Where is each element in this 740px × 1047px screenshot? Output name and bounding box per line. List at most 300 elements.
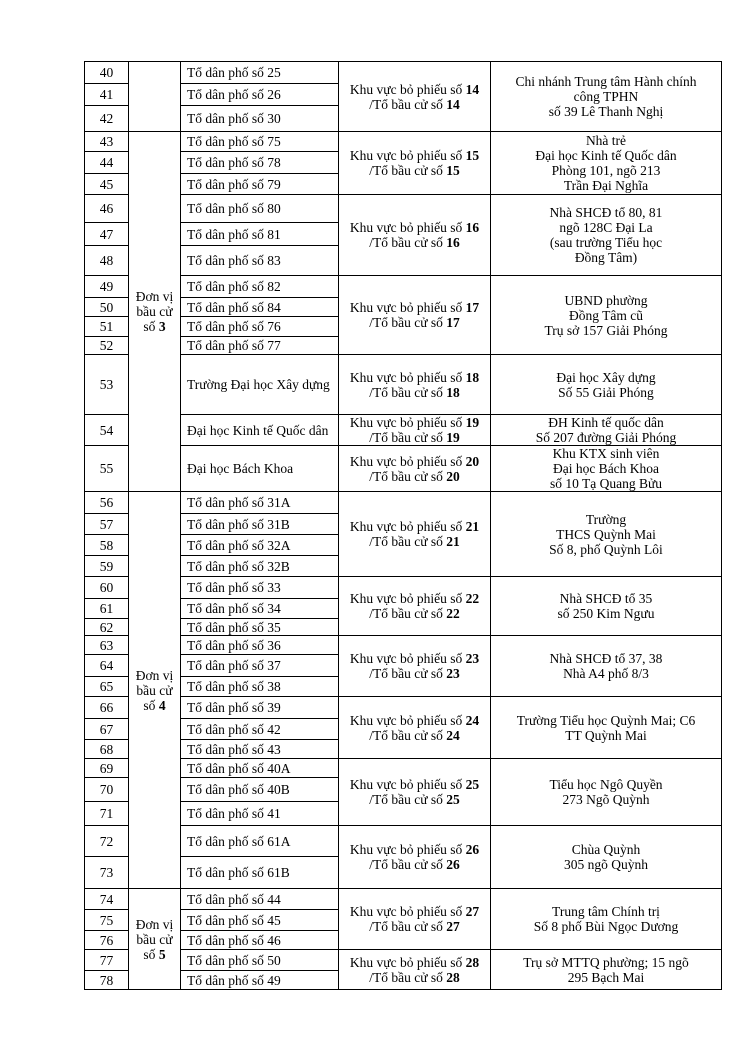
- polling-area-cell: [339, 697, 491, 759]
- election-team-number: 15: [446, 163, 460, 178]
- polling-location-line: Nhà A4 phố 8/3: [563, 666, 649, 681]
- election-team-number: 16: [446, 235, 460, 250]
- row-number: [85, 619, 129, 636]
- row-number: [85, 889, 129, 910]
- polling-location-line: Phòng 101, ngõ 213: [551, 163, 661, 178]
- election-team-number: 14: [446, 96, 460, 112]
- polling-location-line: 305 ngõ Quỳnh: [564, 857, 648, 872]
- residential-group-text: Tổ dân phố số 80: [187, 201, 281, 216]
- row-number: [85, 677, 129, 697]
- election-team-label: /Tổ bầu cử số: [369, 235, 443, 250]
- unit-number: 5: [158, 946, 166, 962]
- row-number: [85, 195, 129, 223]
- table-row: [85, 492, 722, 514]
- residential-group: [181, 950, 339, 971]
- residential-group-text: Tổ dân phố số 30: [187, 111, 281, 126]
- row-number: [85, 740, 129, 759]
- table-row: [85, 577, 722, 599]
- residential-group: [181, 857, 339, 889]
- residential-group-text: Tổ dân phố số 40B: [187, 782, 290, 797]
- row-number-text: 44: [99, 155, 114, 170]
- polling-location-line: Tiểu học Ngô Quyền: [549, 777, 663, 792]
- row-number: [85, 276, 129, 298]
- polling-area-number: 19: [465, 415, 480, 430]
- polling-area-cell: [339, 759, 491, 826]
- residential-group: [181, 971, 339, 990]
- row-number: [85, 62, 129, 84]
- polling-location-line: Số 8, phố Quỳnh Lôi: [549, 541, 663, 557]
- row-number: [85, 152, 129, 174]
- residential-group-text: Tổ dân phố số 83: [187, 253, 281, 268]
- row-number: [85, 223, 129, 246]
- election-team-label: /Tổ bầu cử số: [369, 315, 443, 330]
- polling-location-line: Nhà SHCĐ tổ 80, 81: [549, 205, 663, 220]
- election-team-number: 22: [446, 606, 460, 621]
- polling-location-line: TT Quỳnh Mai: [565, 727, 647, 743]
- polling-area-label: Khu vực bỏ phiếu số: [349, 712, 463, 728]
- polling-area-cell: [339, 355, 491, 415]
- polling-area-number: 14: [465, 81, 480, 97]
- row-number-text: 68: [99, 741, 114, 757]
- polling-area-label: Khu vực bỏ phiếu số: [349, 300, 463, 315]
- row-number: [85, 802, 129, 826]
- unit-label: Đơn vị: [135, 916, 174, 932]
- election-team-number: 27: [446, 919, 460, 934]
- row-number-text: 46: [99, 201, 114, 216]
- row-number-text: 69: [99, 760, 114, 776]
- polling-area-number: 16: [465, 220, 480, 235]
- election-team-label: /Tổ bầu cử số: [369, 430, 443, 445]
- unit-number: 3: [158, 319, 166, 334]
- polling-location-line: Nhà SHCĐ tổ 35: [559, 591, 653, 606]
- table-row: [85, 826, 722, 857]
- polling-area-cell: [339, 415, 491, 446]
- residential-group: [181, 276, 339, 298]
- residential-group: [181, 446, 339, 492]
- row-number-text: 47: [99, 226, 114, 242]
- residential-group: [181, 889, 339, 910]
- table-row: [85, 889, 722, 910]
- polling-location-line: ngõ 128C Đại La: [559, 220, 653, 235]
- row-number-text: 62: [99, 619, 114, 635]
- row-number-text: 71: [99, 806, 114, 821]
- residential-group: [181, 195, 339, 223]
- row-number: [85, 535, 129, 556]
- election-team-label: /Tổ bầu cử số: [369, 969, 443, 985]
- polling-location-cell: [491, 446, 722, 492]
- row-number-text: 66: [99, 700, 114, 715]
- residential-group-text: Tổ dân phố số 81: [187, 226, 281, 242]
- polling-location-cell: [491, 415, 722, 446]
- row-number-text: 58: [99, 537, 114, 553]
- polling-location-cell: [491, 759, 722, 826]
- table-row: [85, 636, 722, 655]
- polling-area-number: 20: [465, 453, 480, 469]
- polling-location-line: Đồng Tâm cũ: [569, 307, 643, 323]
- residential-group: [181, 619, 339, 636]
- unit-label: bầu cử: [136, 931, 173, 947]
- electoral-unit-cell: [129, 492, 181, 889]
- row-number: [85, 492, 129, 514]
- residential-group: [181, 62, 339, 84]
- polling-location-cell: [491, 950, 722, 990]
- row-number-text: 75: [99, 912, 114, 928]
- unit-label: bầu cử: [136, 682, 173, 698]
- polling-location-line: Trụ sở MTTQ phường; 15 ngõ: [523, 954, 689, 970]
- row-number: [85, 910, 129, 931]
- polling-area-cell: [339, 492, 491, 577]
- residential-group: [181, 355, 339, 415]
- row-number: [85, 759, 129, 778]
- polling-location-cell: [491, 636, 722, 697]
- unit-number: 4: [158, 697, 166, 713]
- row-number: [85, 514, 129, 535]
- residential-group: [181, 636, 339, 655]
- polling-location-line: số 39 Lê Thanh Nghị: [548, 104, 664, 119]
- residential-group-text: Trường Đại học Xây dựng: [187, 377, 330, 392]
- polling-location-cell: [491, 276, 722, 355]
- polling-location-cell: [491, 132, 722, 195]
- polling-area-number: 24: [465, 712, 480, 728]
- polling-location-line: Đại học Xây dựng: [556, 369, 656, 385]
- row-number: [85, 246, 129, 276]
- polling-area-number: 28: [465, 954, 480, 970]
- residential-group-text: Tổ dân phố số 39: [187, 700, 281, 715]
- row-number-text: 48: [99, 253, 114, 268]
- polling-location-line: 273 Ngõ Quỳnh: [562, 792, 650, 807]
- polling-location-cell: [491, 492, 722, 577]
- row-number-text: 52: [99, 338, 114, 353]
- residential-group-text: Tổ dân phố số 25: [187, 65, 281, 80]
- residential-group: [181, 337, 339, 355]
- polling-area-number: 26: [465, 842, 480, 857]
- polling-area-number: 22: [465, 591, 480, 606]
- residential-group-text: Tổ dân phố số 35: [187, 619, 281, 635]
- row-number-text: 56: [99, 495, 114, 510]
- row-number-text: 57: [99, 516, 114, 532]
- residential-group-text: Đại học Bách Khoa: [187, 461, 294, 476]
- row-number-text: 54: [99, 422, 114, 438]
- election-team-label: /Tổ bầu cử số: [369, 163, 443, 178]
- election-team-number: 28: [446, 969, 460, 985]
- unit-label: số: [143, 319, 156, 334]
- polling-location-line: Đại học Kinh tế Quốc dân: [535, 148, 677, 163]
- row-number-text: 76: [99, 932, 114, 948]
- table-row: [85, 355, 722, 415]
- residential-group: [181, 317, 339, 337]
- residential-group-text: Tổ dân phố số 42: [187, 721, 281, 737]
- polling-location-cell: [491, 195, 722, 276]
- residential-group-text: Tổ dân phố số 50: [187, 952, 281, 968]
- row-number-text: 77: [99, 952, 114, 968]
- row-number: [85, 778, 129, 802]
- row-number-text: 63: [99, 637, 114, 653]
- residential-group: [181, 246, 339, 276]
- residential-group-text: Tổ dân phố số 77: [187, 338, 281, 353]
- unit-label: số: [143, 697, 156, 713]
- polling-location-line: Nhà SHCĐ tổ 37, 38: [549, 651, 663, 666]
- row-number: [85, 132, 129, 152]
- polling-location-line: Trần Đại Nghĩa: [563, 178, 649, 193]
- polling-location-line: ĐH Kinh tế quốc dân: [548, 415, 664, 430]
- electoral-unit-cell: [129, 132, 181, 492]
- residential-group: [181, 719, 339, 740]
- election-team-label: /Tổ bầu cử số: [369, 666, 443, 681]
- residential-group: [181, 826, 339, 857]
- row-number-text: 65: [99, 679, 114, 694]
- residential-group: [181, 577, 339, 599]
- row-number: [85, 636, 129, 655]
- row-number-text: 70: [99, 782, 114, 797]
- polling-location-line: Trường: [585, 511, 627, 527]
- row-number-text: 78: [99, 972, 114, 988]
- polling-area-cell: [339, 577, 491, 636]
- row-number-text: 73: [99, 865, 114, 880]
- row-number-text: 49: [99, 279, 114, 294]
- row-number: [85, 317, 129, 337]
- polling-area-number: 25: [465, 777, 480, 792]
- row-number: [85, 697, 129, 719]
- polling-area-label: Khu vực bỏ phiếu số: [349, 651, 463, 666]
- row-number: [85, 84, 129, 106]
- polling-location-line: công TPHN: [573, 89, 639, 104]
- polling-location-cell: [491, 62, 722, 132]
- residential-group: [181, 514, 339, 535]
- table-row: [85, 950, 722, 971]
- row-number-text: 43: [99, 134, 114, 149]
- residential-group: [181, 740, 339, 759]
- election-team-label: /Tổ bầu cử số: [369, 96, 443, 112]
- table-row: [85, 195, 722, 223]
- table-row: [85, 276, 722, 298]
- table-row: [85, 697, 722, 719]
- residential-group-text: Tổ dân phố số 32B: [187, 558, 290, 574]
- row-number-text: 72: [99, 833, 114, 849]
- polling-location-cell: [491, 889, 722, 950]
- residential-group: [181, 556, 339, 577]
- polling-area-label: Khu vực bỏ phiếu số: [349, 81, 463, 97]
- polling-location-line: Đồng Tâm): [574, 250, 638, 265]
- polling-area-cell: [339, 62, 491, 132]
- polling-area-label: Khu vực bỏ phiếu số: [349, 591, 463, 606]
- polling-location-cell: [491, 355, 722, 415]
- residential-group: [181, 655, 339, 677]
- polling-location-line: số 250 Kim Ngưu: [557, 606, 655, 621]
- residential-group: [181, 677, 339, 697]
- election-team-label: /Tổ bầu cử số: [369, 384, 443, 400]
- polling-area-cell: [339, 446, 491, 492]
- polling-location-line: Trường Tiểu học Quỳnh Mai; C6: [516, 712, 696, 728]
- residential-group-text: Tổ dân phố số 31A: [187, 495, 291, 510]
- polling-location-line: Nhà trẻ: [585, 133, 627, 148]
- polling-area-label: Khu vực bỏ phiếu số: [349, 777, 463, 792]
- polling-area-number: 27: [465, 904, 480, 919]
- polling-area-label: Khu vực bỏ phiếu số: [349, 148, 463, 163]
- table-row: [85, 415, 722, 446]
- residential-group-text: Tổ dân phố số 31B: [187, 516, 290, 532]
- residential-group: [181, 535, 339, 556]
- row-number-text: 64: [99, 658, 114, 673]
- polling-area-number: 23: [465, 651, 480, 666]
- polling-area-cell: [339, 826, 491, 889]
- row-number: [85, 599, 129, 619]
- residential-group-text: Tổ dân phố số 41: [187, 806, 281, 821]
- residential-group: [181, 223, 339, 246]
- residential-group-text: Tổ dân phố số 43: [187, 741, 281, 757]
- row-number-text: 67: [99, 721, 114, 737]
- residential-group-text: Tổ dân phố số 79: [187, 176, 281, 192]
- residential-group: [181, 106, 339, 132]
- table-row: [85, 132, 722, 152]
- polling-area-cell: [339, 276, 491, 355]
- polling-area-cell: [339, 950, 491, 990]
- residential-group: [181, 759, 339, 778]
- row-number: [85, 971, 129, 990]
- table-row: [85, 759, 722, 778]
- polling-location-line: Số 8 phố Bùi Ngọc Dương: [533, 919, 679, 934]
- residential-group: [181, 174, 339, 195]
- row-number-text: 60: [99, 580, 114, 595]
- row-number: [85, 298, 129, 317]
- polling-location-line: Số 207 đường Giải Phóng: [535, 430, 677, 445]
- polling-area-label: Khu vực bỏ phiếu số: [349, 519, 463, 534]
- row-number-text: 53: [99, 377, 114, 392]
- unit-label: Đơn vị: [135, 289, 174, 304]
- residential-group-text: Tổ dân phố số 76: [187, 319, 281, 334]
- row-number-text: 41: [99, 87, 114, 102]
- polling-location-line: Số 55 Giải Phóng: [558, 384, 654, 400]
- row-number: [85, 556, 129, 577]
- residential-group: [181, 84, 339, 106]
- residential-group: [181, 910, 339, 931]
- polling-location-line: Khu KTX sinh viên: [552, 446, 660, 461]
- polling-area-label: Khu vực bỏ phiếu số: [349, 954, 463, 970]
- polling-area-cell: [339, 636, 491, 697]
- residential-group: [181, 492, 339, 514]
- polling-location-line: Đại học Bách Khoa: [552, 461, 660, 476]
- election-team-label: /Tổ bầu cử số: [369, 468, 443, 484]
- residential-group: [181, 152, 339, 174]
- election-team-label: /Tổ bầu cử số: [369, 727, 443, 743]
- polling-location-line: UBND phường: [564, 292, 648, 308]
- table-row: [85, 62, 722, 84]
- row-number-text: 42: [99, 111, 114, 126]
- polling-location-line: Chi nhánh Trung tâm Hành chính: [515, 74, 697, 89]
- row-number: [85, 337, 129, 355]
- election-team-label: /Tổ bầu cử số: [369, 534, 443, 549]
- unit-label: bầu cử: [136, 304, 173, 319]
- residential-group: [181, 415, 339, 446]
- election-team-number: 21: [446, 534, 460, 549]
- residential-group-text: Tổ dân phố số 40A: [187, 760, 291, 776]
- election-team-label: /Tổ bầu cử số: [369, 792, 443, 807]
- election-team-label: /Tổ bầu cử số: [369, 606, 443, 621]
- residential-group-text: Tổ dân phố số 36: [187, 637, 281, 653]
- polling-area-label: Khu vực bỏ phiếu số: [349, 842, 463, 857]
- row-number: [85, 950, 129, 971]
- row-number: [85, 931, 129, 950]
- unit-label: Đơn vị: [135, 667, 174, 683]
- row-number: [85, 446, 129, 492]
- polling-area-cell: [339, 889, 491, 950]
- row-number: [85, 857, 129, 889]
- row-number-text: 74: [99, 891, 114, 907]
- polling-area-number: 15: [465, 148, 480, 163]
- row-number: [85, 355, 129, 415]
- residential-group-text: Tổ dân phố số 37: [187, 658, 281, 673]
- residential-group-text: Tổ dân phố số 38: [187, 679, 281, 694]
- residential-group: [181, 697, 339, 719]
- row-number-text: 51: [99, 319, 114, 334]
- election-team-number: 19: [446, 430, 460, 445]
- residential-group: [181, 298, 339, 317]
- election-team-number: 20: [446, 468, 460, 484]
- polling-location-line: 295 Bạch Mai: [567, 969, 645, 985]
- residential-group-text: Tổ dân phố số 75: [187, 134, 281, 149]
- polling-location-cell: [491, 826, 722, 889]
- residential-group: [181, 931, 339, 950]
- row-number: [85, 577, 129, 599]
- polling-location-line: số 10 Tạ Quang Bửu: [549, 476, 663, 491]
- electoral-unit-cell: [129, 62, 181, 132]
- electoral-unit-cell: [129, 889, 181, 990]
- residential-group-text: Tổ dân phố số 84: [187, 299, 281, 315]
- residential-group-text: Đại học Kinh tế Quốc dân: [187, 422, 329, 438]
- polling-table: [84, 61, 722, 990]
- row-number: [85, 106, 129, 132]
- polling-location-line: Trụ sở 157 Giải Phóng: [544, 322, 668, 338]
- polling-area-cell: [339, 132, 491, 195]
- residential-group-text: Tổ dân phố số 61A: [187, 833, 291, 849]
- residential-group-text: Tổ dân phố số 78: [187, 155, 281, 170]
- row-number: [85, 174, 129, 195]
- residential-group-text: Tổ dân phố số 34: [187, 601, 281, 616]
- polling-area-number: 17: [465, 300, 480, 315]
- table-row: [85, 446, 722, 492]
- residential-group-text: Tổ dân phố số 33: [187, 580, 281, 595]
- polling-area-label: Khu vực bỏ phiếu số: [349, 369, 463, 385]
- polling-area-label: Khu vực bỏ phiếu số: [349, 220, 463, 235]
- election-team-number: 18: [446, 384, 460, 400]
- residential-group-text: Tổ dân phố số 61B: [187, 865, 290, 880]
- residential-group: [181, 778, 339, 802]
- polling-location-line: Trung tâm Chính trị: [552, 904, 660, 919]
- row-number-text: 55: [99, 461, 114, 476]
- row-number-text: 50: [99, 299, 114, 315]
- polling-location-line: (sau trường Tiểu học: [549, 235, 663, 250]
- polling-area-label: Khu vực bỏ phiếu số: [349, 415, 463, 430]
- election-team-number: 26: [446, 857, 460, 872]
- residential-group-text: Tổ dân phố số 26: [187, 87, 281, 102]
- polling-area-number: 18: [465, 369, 480, 385]
- residential-group-text: Tổ dân phố số 46: [187, 932, 281, 948]
- unit-label: số: [143, 946, 156, 962]
- polling-location-line: THCS Quỳnh Mai: [556, 526, 656, 542]
- row-number-text: 61: [99, 601, 114, 616]
- polling-location-cell: [491, 697, 722, 759]
- polling-area-label: Khu vực bỏ phiếu số: [349, 453, 463, 469]
- election-team-label: /Tổ bầu cử số: [369, 919, 443, 934]
- row-number-text: 45: [99, 176, 114, 192]
- election-team-number: 17: [446, 315, 460, 330]
- polling-area-number: 21: [465, 519, 480, 534]
- residential-group: [181, 599, 339, 619]
- polling-area-label: Khu vực bỏ phiếu số: [349, 904, 463, 919]
- row-number-text: 59: [99, 558, 114, 574]
- row-number-text: 40: [99, 65, 114, 80]
- residential-group: [181, 132, 339, 152]
- residential-group-text: Tổ dân phố số 49: [187, 972, 281, 988]
